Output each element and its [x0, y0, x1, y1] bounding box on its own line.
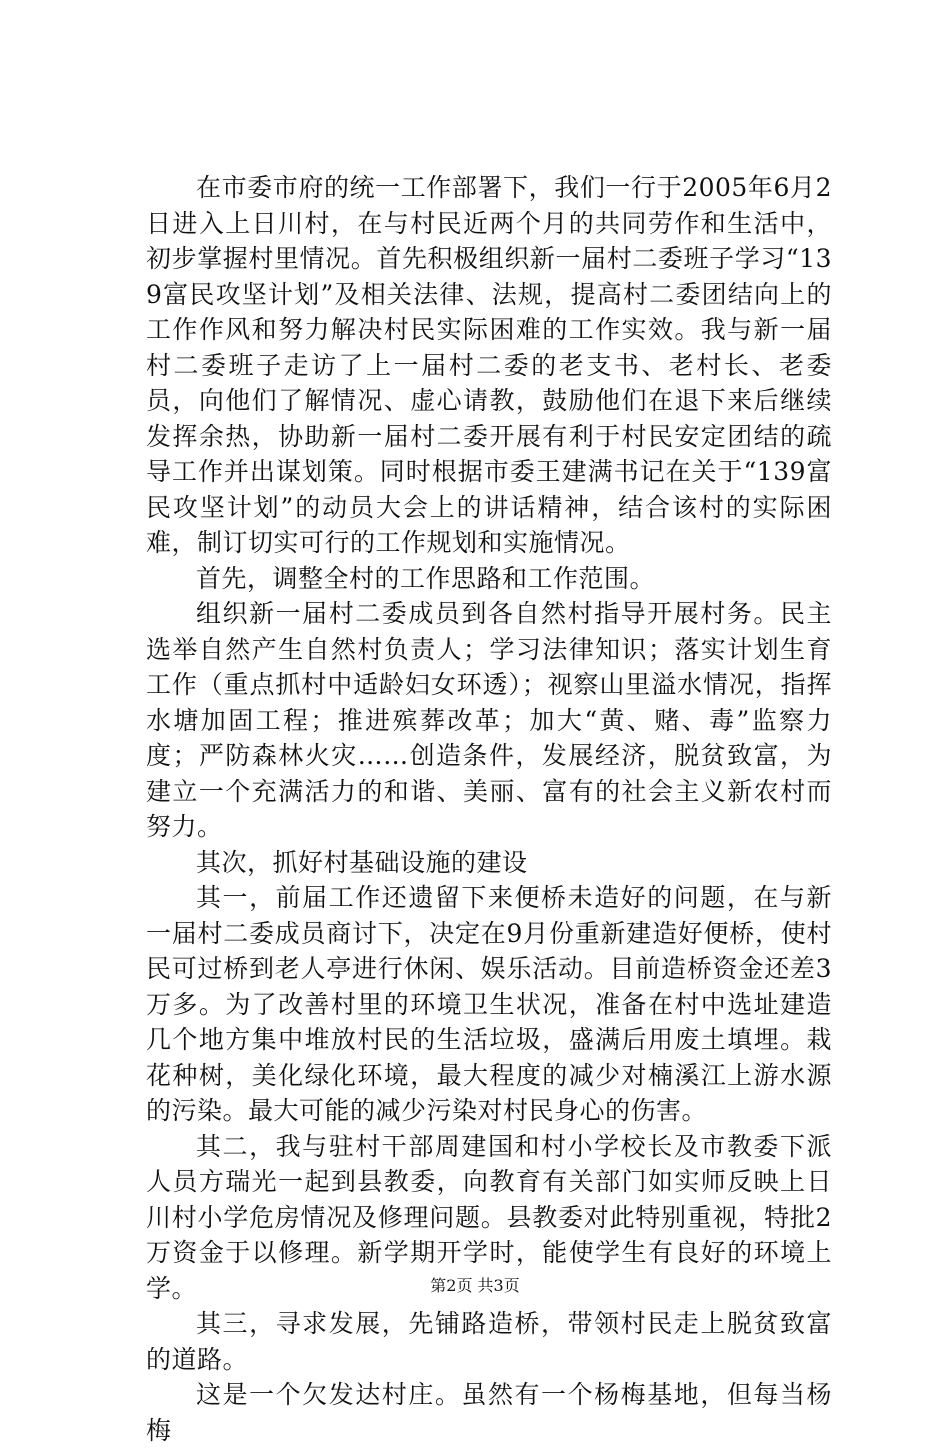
paragraph-closing: 这是一个欠发达村庄。虽然有一个杨梅基地，但每当杨梅 — [146, 1380, 832, 1445]
paragraph-heading-second: 其次，抓好村基础设施的建设 — [196, 847, 528, 877]
document-body — [146, 170, 832, 1448]
paragraph-item-three: 其三，寻求发展，先铺路造桥，带领村民走上脱贫致富的道路。 — [146, 1309, 832, 1374]
paragraph-item-one: 其一，前届工作还遗留下来便桥未造好的问题，在与新一届村二委成员商讨下，决定在9月份重新建造好便桥，使村民可过桥到老人亭进行休闲、娱乐活动。目前造桥资金还差3万多。为了改善村里的环境卫生状况，准备在村中选址建造几个地方集中堆放村民的生活垃圾，盛满后用废土填埋。栽花种树，美化绿化环境，最大程度的减少对楠溪江上游水源的污染。最大可能的减少污染对村民身心的伤害。 — [146, 883, 832, 1125]
paragraph-item-two: 其二，我与驻村干部周建国和村小学校长及市教委下派人员方瑞光一起到县教委，向教育有关部门如实师反映上日川村小学危房情况及修理问题。县教委对此特别重视，特批2万资金于以修理。新学期开学时，能使学生有良好的环境上学。 — [146, 1131, 832, 1303]
page-number-footer: 第2页 共3页 — [430, 1276, 520, 1295]
paragraph-village-affairs: 组织新一届村二委成员到各自然村指导开展村务。民主选举自然产生自然村负责人；学习法律知识；落实计划生育工作（重点抓村中适龄妇女环透）；视察山里溢水情况，指挥水塘加固工程；推进殡葬改革；加大“黄、赌、毒”监察力度；严防森林火灾……创造条件，发展经济，脱贫致富，为建立一个充满活力的和谐、美丽、富有的社会主义新农村而努力。 — [146, 599, 832, 841]
paragraph-heading-first: 首先，调整全村的工作思路和工作范围。 — [196, 563, 656, 593]
paragraph-intro: 在市委市府的统一工作部署下，我们一行于2005年6月2日进入上日川村，在与村民近两个月的共同劳作和生活中，初步掌握村里情况。首先积极组织新一届村二委班子学习“139富民攻坚计划”及相关法律、法规，提高村二委团结向上的工作作风和努力解决村民实际困难的工作实效。我与新一届村二委班子走访了上一届村二委的老支书、老村长、老委员，向他们了解情况、虚心请教，鼓励他们在退下来后继续发挥余热，协助新一届村二委开展有利于村民安定团结的疏导工作并出谋划策。同时根据市委王建满书记在关于“139富民攻坚计划”的动员大会上的讲话精神，结合该村的实际困难，制订切实可行的工作规划和实施情况。 — [146, 173, 832, 557]
